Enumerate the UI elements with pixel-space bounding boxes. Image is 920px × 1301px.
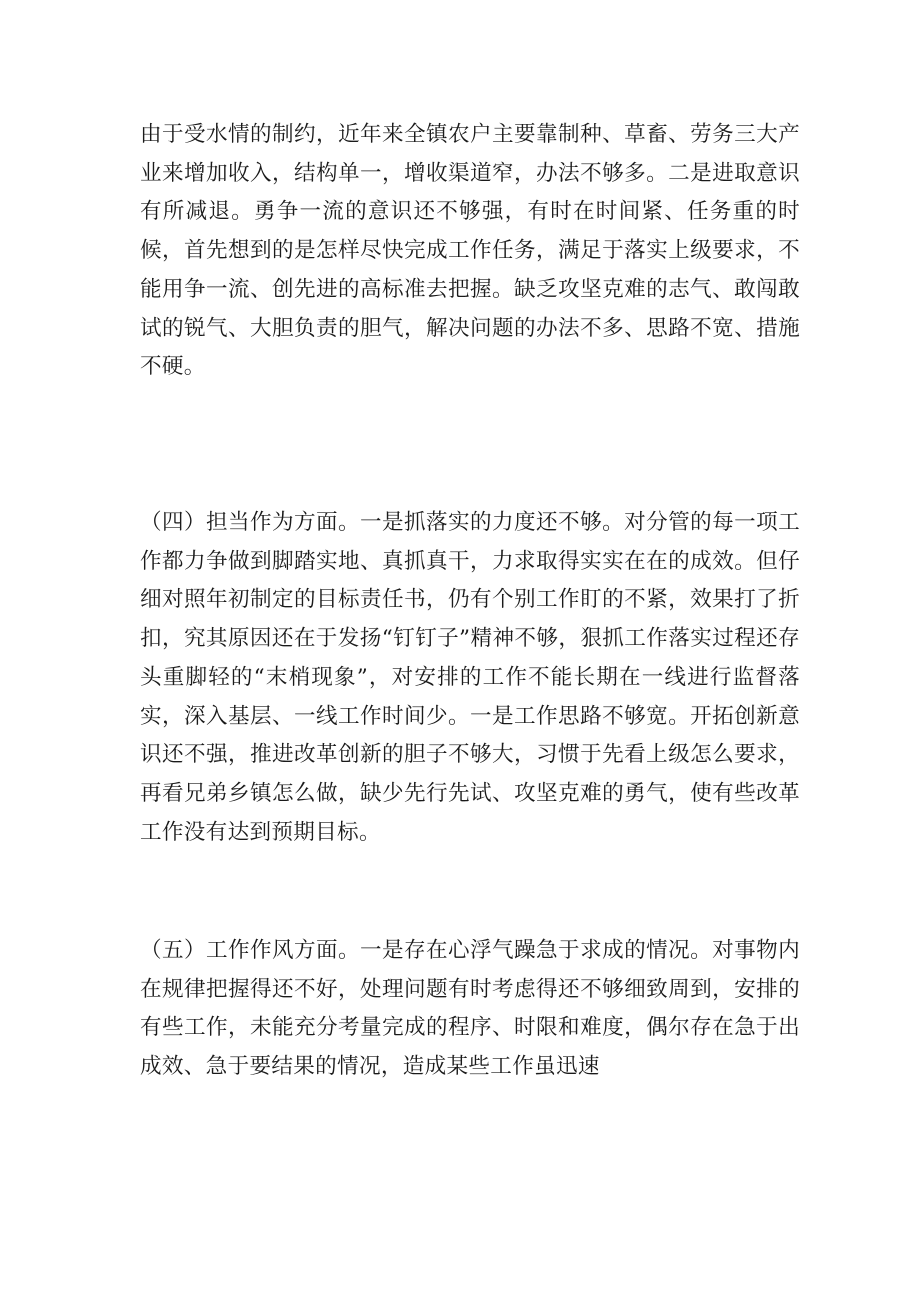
paragraph-section-four: （四）担当作为方面。一是抓落实的力度还不够。对分管的每一项工作都力争做到脚踏实地、真抓真干，力求取得实实在在的成效。但仔细对照年初制定的目标责任书，仍有个别工作盯的不紧，效果打了折扣，究其原因还在于发扬“钉钉子”精神不够，狠抓工作落实过程还存头重脚轻的“末梢现象”，对安排的工作不能长期在一线进行监督落实，深入基层、一线工作时间少。一是工作思路不够宽。开拓创新意识还不强，推进改革创新的胆子不够大，习惯于先看上级怎么要求，再看兄弟乡镇怎么做，缺少先行先试、攻坚克难的勇气，使有些改革工作没有达到预期目标。 bbox=[140, 510, 800, 845]
paragraph-section-five: （五）工作作风方面。一是存在心浮气躁急于求成的情况。对事物内在规律把握得还不好，处理问题有时考虑得还不够细致周到，安排的有些工作，未能充分考量完成的程序、时限和难度，偶尔存在急于出成效、急于要结果的情况，造成某些工作虽迅速 bbox=[140, 938, 800, 1080]
paragraph-continuation: 由于受水情的制约，近年来全镇农户主要靠制种、草畜、劳务三大产业来增加收入，结构单一，增收渠道窄，办法不够多。二是进取意识有所减退。勇争一流的意识还不够强，有时在时间紧、任务重的时候，首先想到的是怎样尽快完成工作任务，满足于落实上级要求，不能用争一流、创先进的高标准去把握。缺乏攻坚克难的志气、敢闯敢试的锐气、大胆负责的胆气，解决问题的办法不多、思路不宽、措施不硬。 bbox=[140, 122, 800, 380]
